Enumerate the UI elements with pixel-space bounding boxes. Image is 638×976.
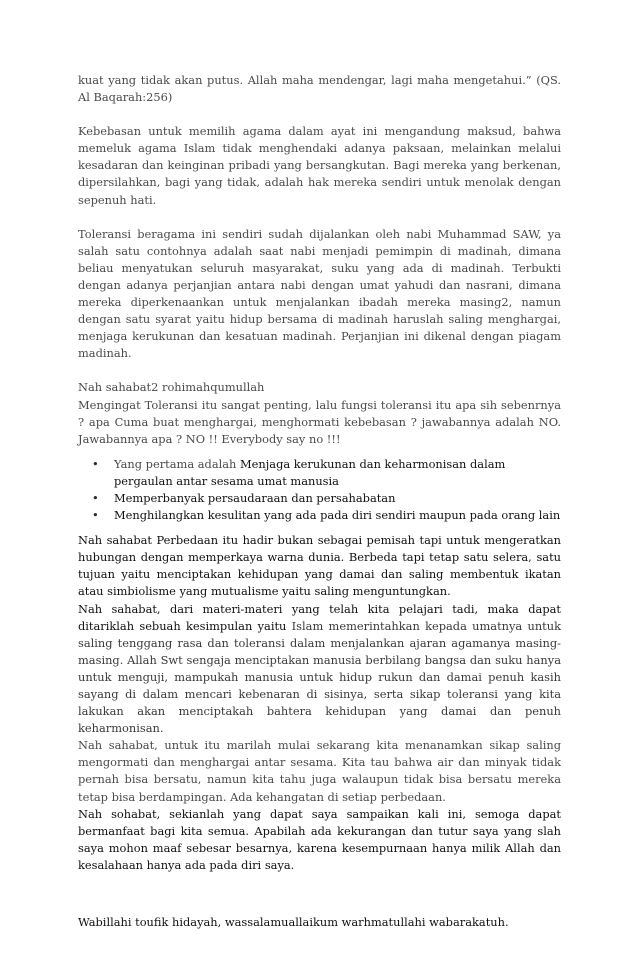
document-page — [78, 72, 561, 931]
kesimpulan-body: Islam memerintahkan kepada umatnya untuk saling tenggang rasa dan toleransi dalam menjalankan ajaran agamanya masing-masing. Allah Swt sengaja menciptakan manusia berbilang bangsa dan suku hanya untuk menguji, mampukah manusia untuk hidup rukun dan damai penuh kasih sayang di dalam mencari kebenaran di sisinya, serta sikap toleransi yang kita lakukan akan menciptakah bahtera kehidupan yang damai dan penuh keharmonisan. — [78, 618, 561, 736]
list-item-prefix: Yang pertama adalah — [114, 456, 240, 471]
paragraph-penutup: Nah sohabat, sekianlah yang dapat saya sampaikan kali ini, semoga dapat bermanfaat bagi kita semua. Apabilah ada kekurangan dan tutur saya yang slah saya mohon maaf sebesar besarnya, karena kesempurnaan hanya milik Allah dan kesalahaan hanya ada pada diri saya. — [78, 806, 561, 872]
paragraph-fungsi: Mengingat Toleransi itu sangat penting, lalu fungsi toleransi itu apa sih sebenrnya ? apa Cuma buat menghargai, menghormati kebebasan ? jawabannya adalah NO. Jawabannya apa ? NO !! Everybody say no !!! — [78, 397, 561, 446]
closing-salam: Wabillahi toufik hidayah, wassalamuallaikum warhmatullahi wabarakatuh. — [78, 915, 509, 930]
bullet-glyph: • — [92, 490, 99, 505]
bullet-list — [78, 456, 561, 524]
paragraph-perbedaan: Nah sahabat Perbedaan itu hadir bukan sebagai pemisah tapi untuk mengeratkan hubungan dengan memperkaya warna dunia. Berbeda tapi tetap satu selera, satu tujuan yaitu menciptakan kehidupan yang damai dan saling membentuk ikatan atau simbiolisme yang mutualisme yaitu saling menguntungkan. — [78, 533, 561, 599]
bullet-glyph: • — [92, 456, 99, 471]
paragraph-quote-end: kuat yang tidak akan putus. Allah maha mendengar, lagi maha mengetahui.” (QS. Al Baqarah:256) — [78, 73, 561, 105]
list-item-text: Memperbanyak persaudaraan dan persahabatan — [114, 490, 396, 505]
list-item-text: Menghilangkan kesulitan yang ada pada diri sendiri maupun pada orang lain — [114, 508, 561, 523]
kesimpulan-intro: Nah sahabat, dari materi-materi yang telah kita pelajari tadi, maka dapat ditariklah sebuah kesimpulan yaitu — [78, 601, 561, 633]
paragraph-greeting: Nah sahabat2 rohimahqumullah — [78, 380, 265, 395]
paragraph-toleransi: Toleransi beragama ini sendiri sudah dijalankan oleh nabi Muhammad SAW, ya salah satu contohnya adalah saat nabi menjadi pemimpin di madinah, dimana beliau menyatukan seluruh masyarakat, suku yang ada di madinah. Terbukti dengan adanya perjanjian antara nabi dengan umat yahudi dan nasrani, dimana mereka diperkenaankan untuk menjalankan ibadah mereka masing2, namun dengan satu syarat yaitu hidup bersama di madinah haruslah saling menghargai, menjaga kerukunan dan kesatuan madinah. Perjanjian ini dikenal dengan piagam madinah. — [78, 226, 561, 361]
list-item — [92, 490, 561, 507]
paragraph-kesimpulan — [78, 601, 561, 738]
list-item — [92, 456, 561, 490]
list-item — [92, 507, 561, 524]
list-item-text: Menjaga kerukunan dan keharmonisan dalam pergaulan antar sesama umat manusia — [114, 456, 506, 488]
paragraph-kebebasan: Kebebasan untuk memilih agama dalam ayat ini mengandung maksud, bahwa memeluk agama Islam tidak menghendaki adanya paksaan, melainkan melalui kesadaran dan keinginan pribadi yang bersangkutan. Bagi mereka yang berkenan, dipersilahkan, bagi yang tidak, adalah hak mereka sendiri untuk menolak dengan sepenuh hati. — [78, 124, 561, 207]
bullet-glyph: • — [92, 508, 99, 523]
paragraph-menghargai: Nah sahabat, untuk itu marilah mulai sekarang kita menanamkan sikap saling mengormati dan menghargai antar sesama. Kita tau bahwa air dan minyak tidak pernah bisa bersatu, namun kita tahu juga walaupun tidak bisa bersatu mereka tetap bisa berdampingan. Ada kehangatan di setiap perbedaan. — [78, 738, 561, 804]
